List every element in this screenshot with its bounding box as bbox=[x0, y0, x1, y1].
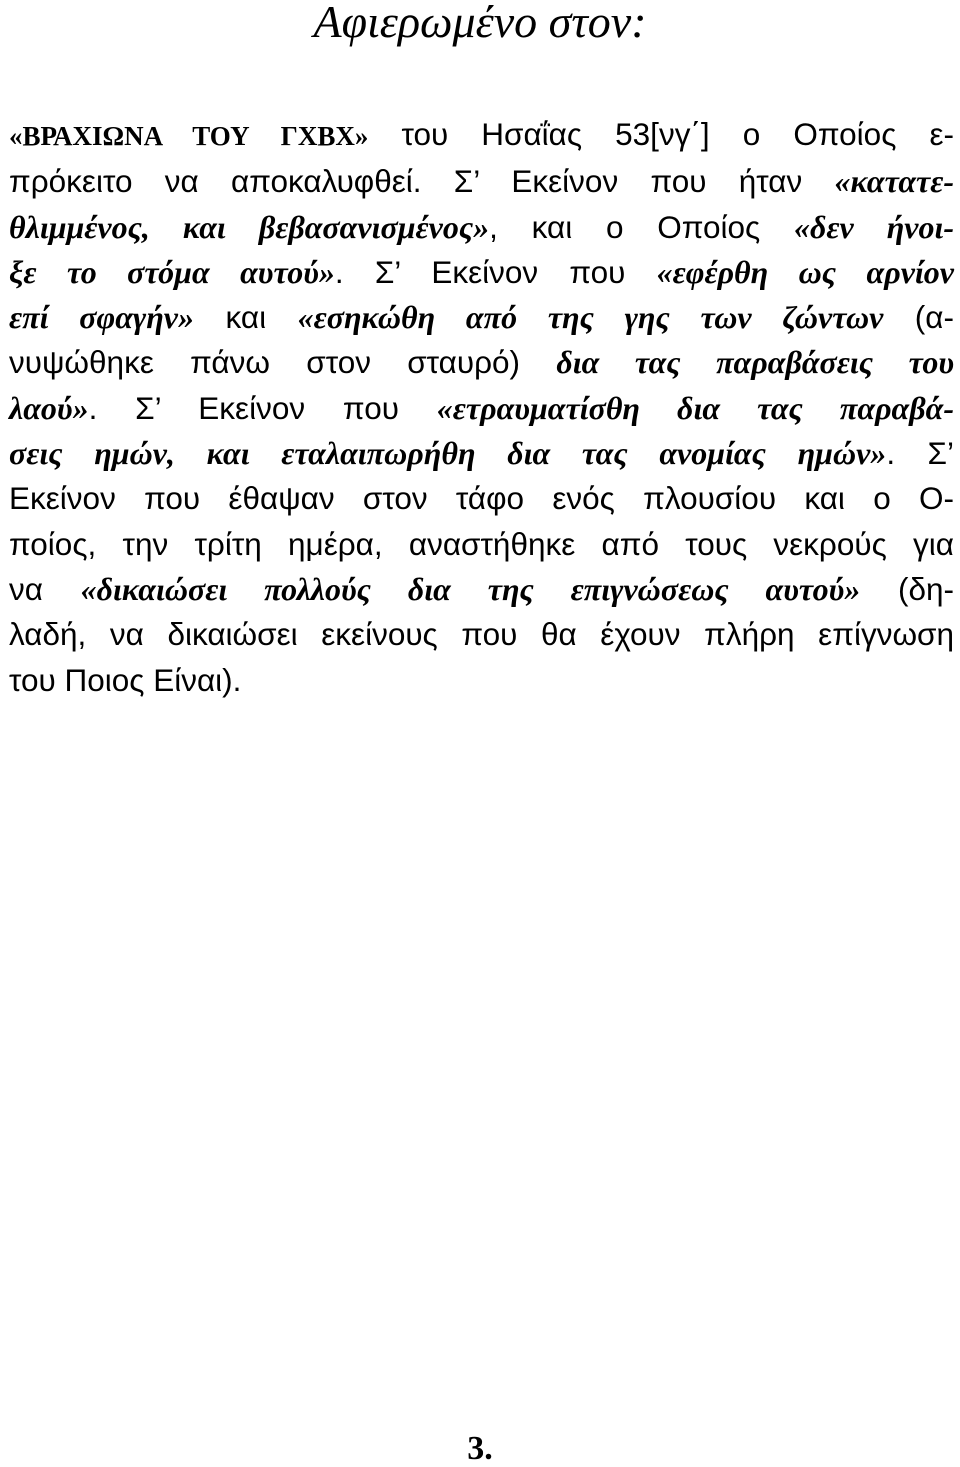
body-text-run: του Ησαΐας 53[νγ΄] ο Οποίος ε- bbox=[368, 116, 954, 152]
scripture-quote: «ετραυματίσθη δια τας παραβά- bbox=[436, 389, 955, 426]
scripture-quote: θλιμμένος, και βεβασανισμένος» bbox=[9, 208, 490, 245]
paragraph-line bbox=[9, 612, 954, 657]
body-text-run: (δη- bbox=[860, 570, 954, 607]
scripture-quote: «κατατε- bbox=[834, 163, 954, 200]
body-text-run: (α- bbox=[883, 299, 954, 336]
paragraph-line bbox=[9, 476, 954, 521]
body-text-run: . Σ’ Εκείνον που bbox=[334, 253, 657, 290]
body-text-run: Εκείνον που έθαψαν στον τάφο ενός πλουσίου και ο Ο- bbox=[9, 480, 954, 517]
paragraph-line bbox=[9, 112, 954, 159]
paragraph-line bbox=[9, 522, 954, 567]
body-text-run: νυψώθηκε πάνω στον σταυρό) bbox=[9, 344, 557, 381]
body-text-run: πρόκειτο να αποκαλυφθεί. Σ’ Εκείνον που ήταν bbox=[9, 163, 835, 200]
body-text-run: να bbox=[9, 570, 81, 607]
page-number: 3. bbox=[467, 1430, 493, 1467]
paragraph-line bbox=[9, 567, 954, 612]
body-text-run: του Ποιος Είναι). bbox=[9, 661, 242, 698]
paragraph-line bbox=[9, 658, 954, 703]
paragraph-line bbox=[9, 205, 954, 250]
paragraph-line bbox=[9, 386, 954, 431]
scripture-quote: δια τας παραβάσεις του bbox=[556, 344, 955, 381]
paragraph-line bbox=[9, 159, 954, 204]
scripture-reference: «ΒΡΑΧΙΩΝΑ ΤΟΥ ΓΧΒΧ» bbox=[9, 121, 369, 151]
dedication-paragraph bbox=[9, 112, 954, 703]
paragraph-line bbox=[9, 295, 954, 340]
paragraph-line bbox=[9, 431, 954, 476]
paragraph-line bbox=[9, 250, 954, 295]
scripture-quote: σεις ημών, και εταλαιπωρήθη δια τας ανομίας ημών» bbox=[9, 435, 887, 472]
body-text-run: και bbox=[193, 299, 298, 336]
paragraph-line bbox=[9, 340, 954, 385]
scripture-quote: «εφέρθη ως αρνίον bbox=[656, 253, 955, 290]
scripture-quote: επί σφαγήν» bbox=[9, 299, 194, 336]
body-text-run: , και ο Οποίος bbox=[489, 208, 794, 245]
scripture-quote: «δεν ήνοι- bbox=[793, 208, 955, 245]
body-text-run: . Σ’ Εκείνον που bbox=[88, 389, 437, 426]
body-text-run: λαδή, να δικαιώσει εκείνους που θα έχουν πλήρη επίγνωση bbox=[9, 616, 954, 653]
page-title: Αφιερωμένο στον: bbox=[313, 0, 647, 47]
scripture-quote: ξε το στόμα αυτού» bbox=[9, 253, 335, 290]
scripture-quote: «εσηκώθη από της γης των ζώντων bbox=[297, 299, 884, 336]
body-text-run: . Σ’ bbox=[886, 435, 954, 472]
scripture-quote: λαού» bbox=[9, 389, 89, 426]
body-text-run: ποίος, την τρίτη ημέρα, αναστήθηκε από τους νεκρούς για bbox=[9, 525, 954, 562]
scripture-quote: «δικαιώσει πολλούς δια της επιγνώσεως αυτού» bbox=[80, 570, 861, 607]
